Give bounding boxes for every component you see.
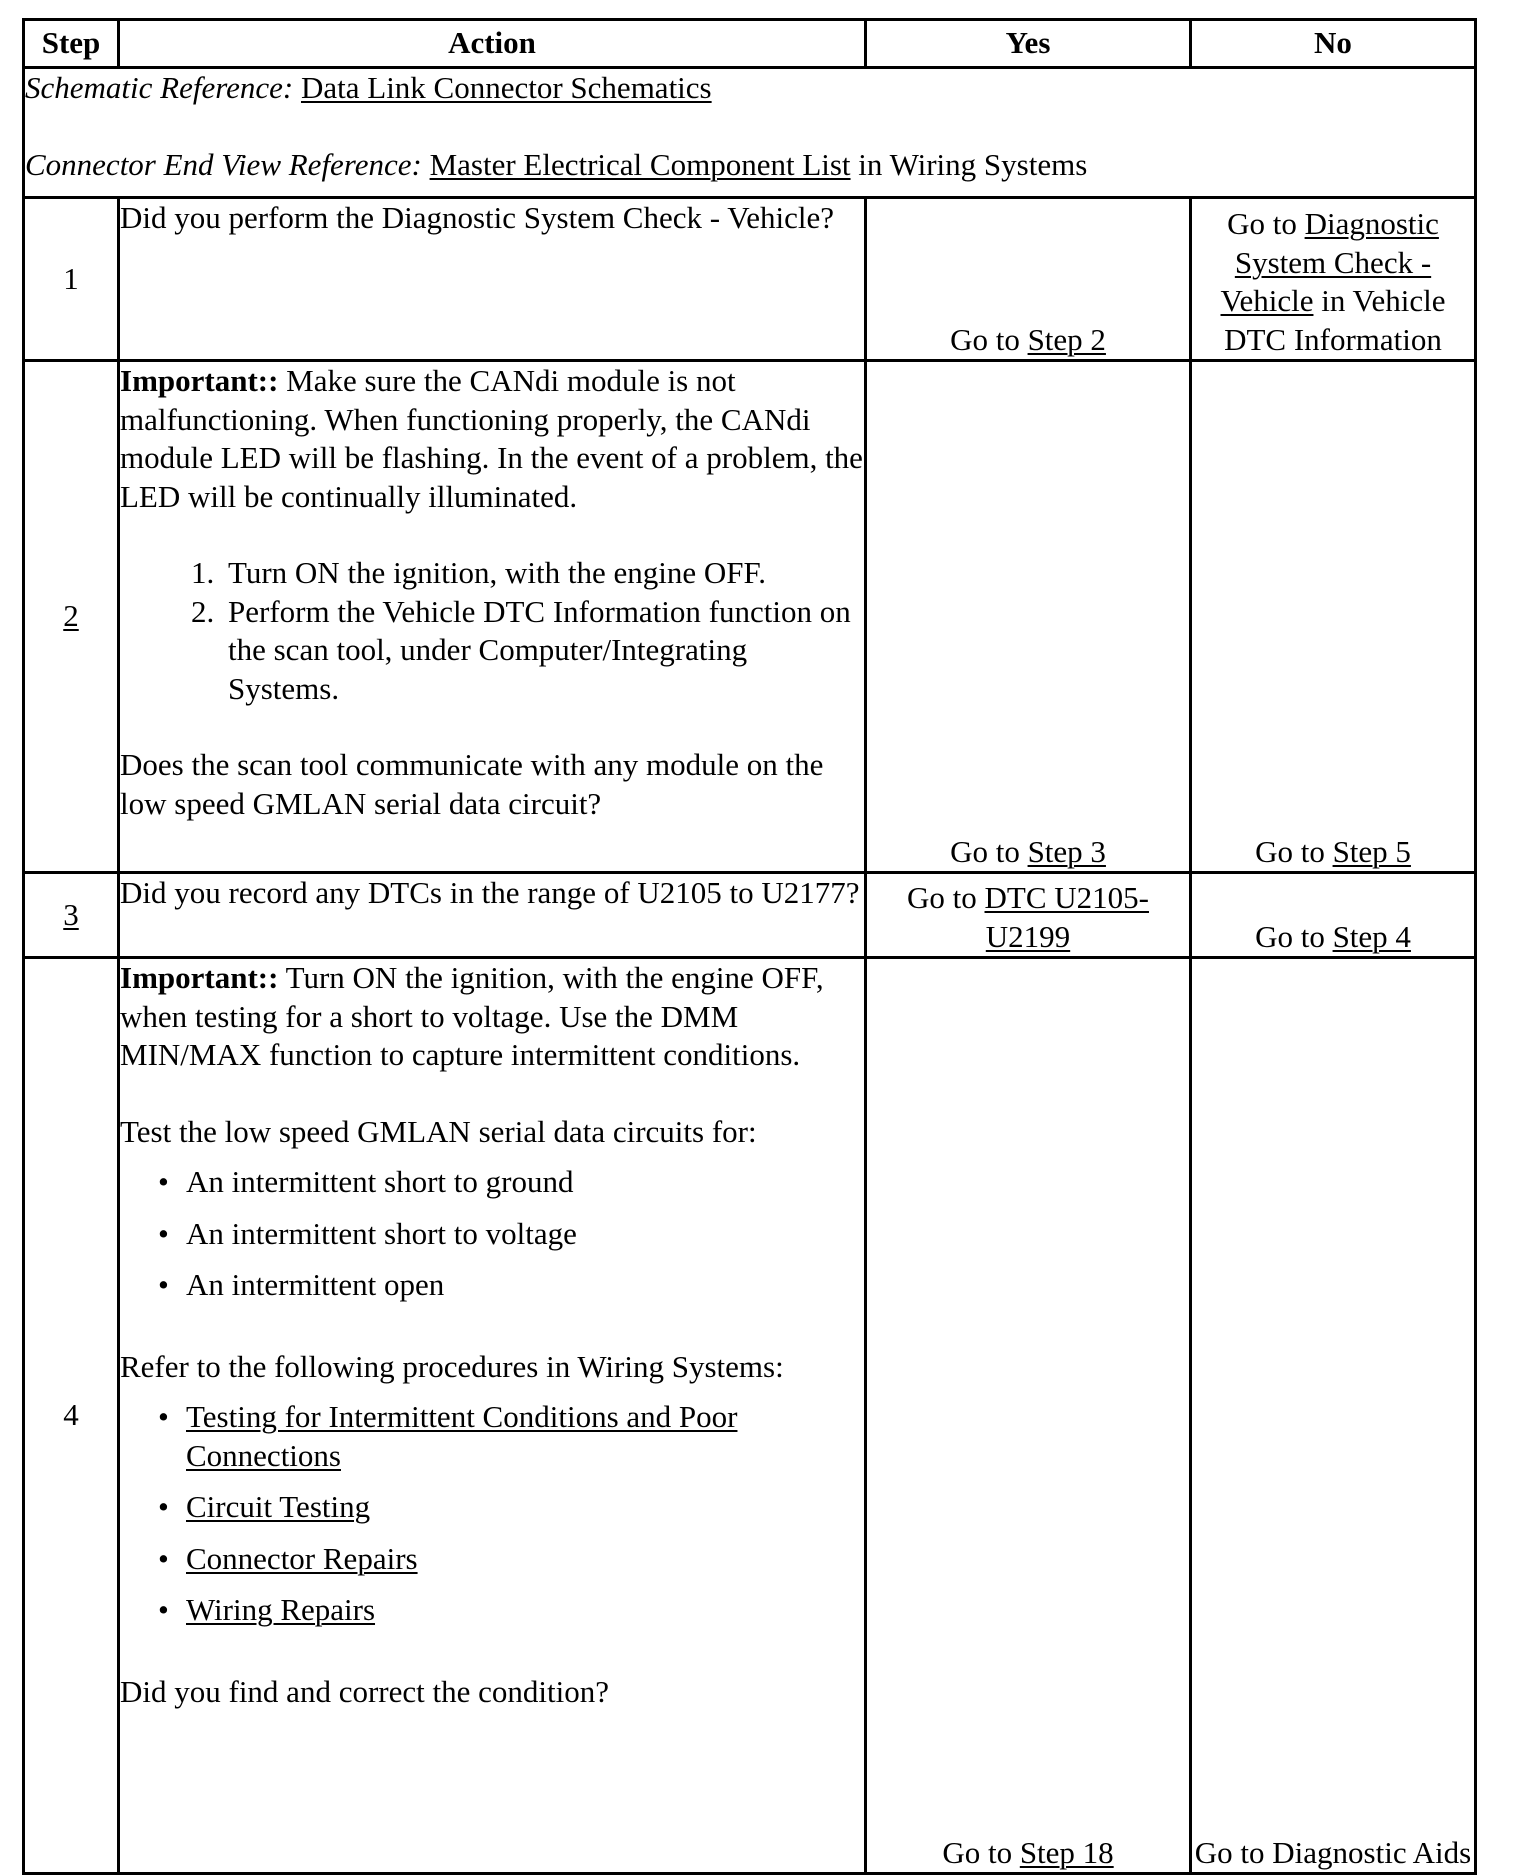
- procedure-list: [120, 554, 864, 708]
- step-number[interactable]: 2: [63, 598, 79, 634]
- no-prefix: Go to: [1255, 918, 1325, 954]
- procedure-item: 2. Perform the Vehicle DTC Information function on the scan tool, under Computer/Integrating Systems.: [222, 593, 864, 709]
- test-list: [120, 1163, 864, 1305]
- no-text: Go to Diagnostic Aids: [1194, 1834, 1472, 1870]
- yes-cell: [866, 361, 1191, 873]
- important-text: Make sure the CANdi module is not malfunctioning. When functioning properly, the CANdi module LED will be flashing. In the event of a problem, the LED will be continually illuminated.: [120, 363, 863, 514]
- yes-prefix: Go to: [950, 321, 1020, 357]
- schematic-reference: [25, 69, 1474, 108]
- test-item: • An intermittent open: [186, 1266, 864, 1305]
- yes-prefix: Go to: [907, 880, 977, 915]
- table-row: [24, 361, 1476, 873]
- reference-row: [24, 68, 1476, 198]
- yes-cell: [866, 958, 1191, 1874]
- procedure-link-item: [186, 1591, 864, 1630]
- yes-link[interactable]: Step 2: [1027, 321, 1106, 357]
- procedure-link-item: [186, 1540, 864, 1579]
- schematic-reference-label: Schematic Reference:: [25, 70, 294, 105]
- question-text: Does the scan tool communicate with any module on the low speed GMLAN serial data circuit?: [120, 747, 824, 821]
- procedure-link-item: [186, 1398, 864, 1475]
- connector-reference: [25, 146, 1474, 185]
- procedure-link[interactable]: Testing for Intermittent Conditions and Poor Connections: [186, 1399, 738, 1473]
- action-cell: [119, 873, 866, 958]
- table-row: [24, 198, 1476, 361]
- no-cell: [1191, 873, 1476, 958]
- connector-reference-label: Connector End View Reference:: [25, 146, 422, 182]
- no-prefix: Go to: [1227, 206, 1297, 241]
- yes-cell: [866, 198, 1191, 361]
- table-row: [24, 873, 1476, 958]
- schematic-reference-link[interactable]: Data Link Connector Schematics: [300, 70, 712, 105]
- procedure-link[interactable]: Connector Repairs: [186, 1540, 418, 1576]
- yes-cell: [866, 873, 1191, 958]
- action-cell: [119, 361, 866, 873]
- procedure-link-list: [120, 1398, 864, 1630]
- yes-link[interactable]: Step 3: [1027, 833, 1106, 869]
- no-suffix: in Vehicle DTC Information: [1224, 283, 1446, 357]
- test-item: • An intermittent short to voltage: [186, 1215, 864, 1254]
- step-number: 4: [24, 958, 119, 1874]
- connector-reference-link[interactable]: Master Electrical Component List: [429, 146, 851, 182]
- procedure-item: 1. Turn ON the ignition, with the engine OFF.: [222, 554, 864, 593]
- header-action: Action: [119, 20, 866, 68]
- step-number[interactable]: 3: [63, 896, 79, 932]
- important-note: [120, 959, 864, 1075]
- procedure-link-item: [186, 1488, 864, 1527]
- table-row: [24, 958, 1476, 1874]
- yes-prefix: Go to: [942, 1834, 1013, 1870]
- question-text: Did you find and correct the condition?: [120, 1673, 609, 1709]
- no-link[interactable]: Step 5: [1332, 833, 1411, 869]
- procedure-link[interactable]: Wiring Repairs: [186, 1592, 376, 1627]
- important-text: Turn ON the ignition, with the engine OFF, when testing for a short to voltage. Use the DMM MIN/MAX function to capture intermittent conditions.: [120, 960, 824, 1072]
- action-cell: [119, 958, 866, 1874]
- no-cell: [1191, 361, 1476, 873]
- test-intro: Test the low speed GMLAN serial data circuits for:: [120, 1113, 757, 1149]
- step-number: 1: [24, 198, 119, 361]
- refer-text: Refer to the following procedures in Wiring Systems:: [120, 1348, 784, 1384]
- no-link[interactable]: Diagnostic System Check - Vehicle: [1220, 206, 1439, 318]
- no-prefix: Go to: [1255, 833, 1325, 869]
- important-label: Important::: [120, 363, 279, 398]
- no-cell: [1191, 198, 1476, 361]
- step-number-link[interactable]: [24, 361, 119, 873]
- header-no: No: [1191, 20, 1476, 68]
- no-link[interactable]: Step 4: [1332, 918, 1411, 954]
- important-note: [120, 362, 864, 516]
- diagnostic-table: [22, 18, 1477, 1875]
- reference-cell: [24, 68, 1476, 198]
- action-text: Did you record any DTCs in the range of U2105 to U2177?: [120, 875, 860, 910]
- action-cell: [119, 198, 866, 361]
- action-text: Did you perform the Diagnostic System Check - Vehicle?: [120, 200, 834, 235]
- header-row: [24, 20, 1476, 68]
- yes-prefix: Go to: [950, 833, 1020, 869]
- yes-link[interactable]: Step 18: [1019, 1834, 1114, 1870]
- header-yes: Yes: [866, 20, 1191, 68]
- test-item: • An intermittent short to ground: [186, 1163, 864, 1202]
- yes-link[interactable]: DTC U2105-U2199: [984, 880, 1149, 954]
- important-label: Important::: [120, 960, 279, 995]
- connector-reference-suffix: in Wiring Systems: [858, 146, 1088, 182]
- step-number-link[interactable]: [24, 873, 119, 958]
- procedure-link[interactable]: Circuit Testing: [186, 1489, 371, 1524]
- no-cell: [1191, 958, 1476, 1874]
- header-step: Step: [24, 20, 119, 68]
